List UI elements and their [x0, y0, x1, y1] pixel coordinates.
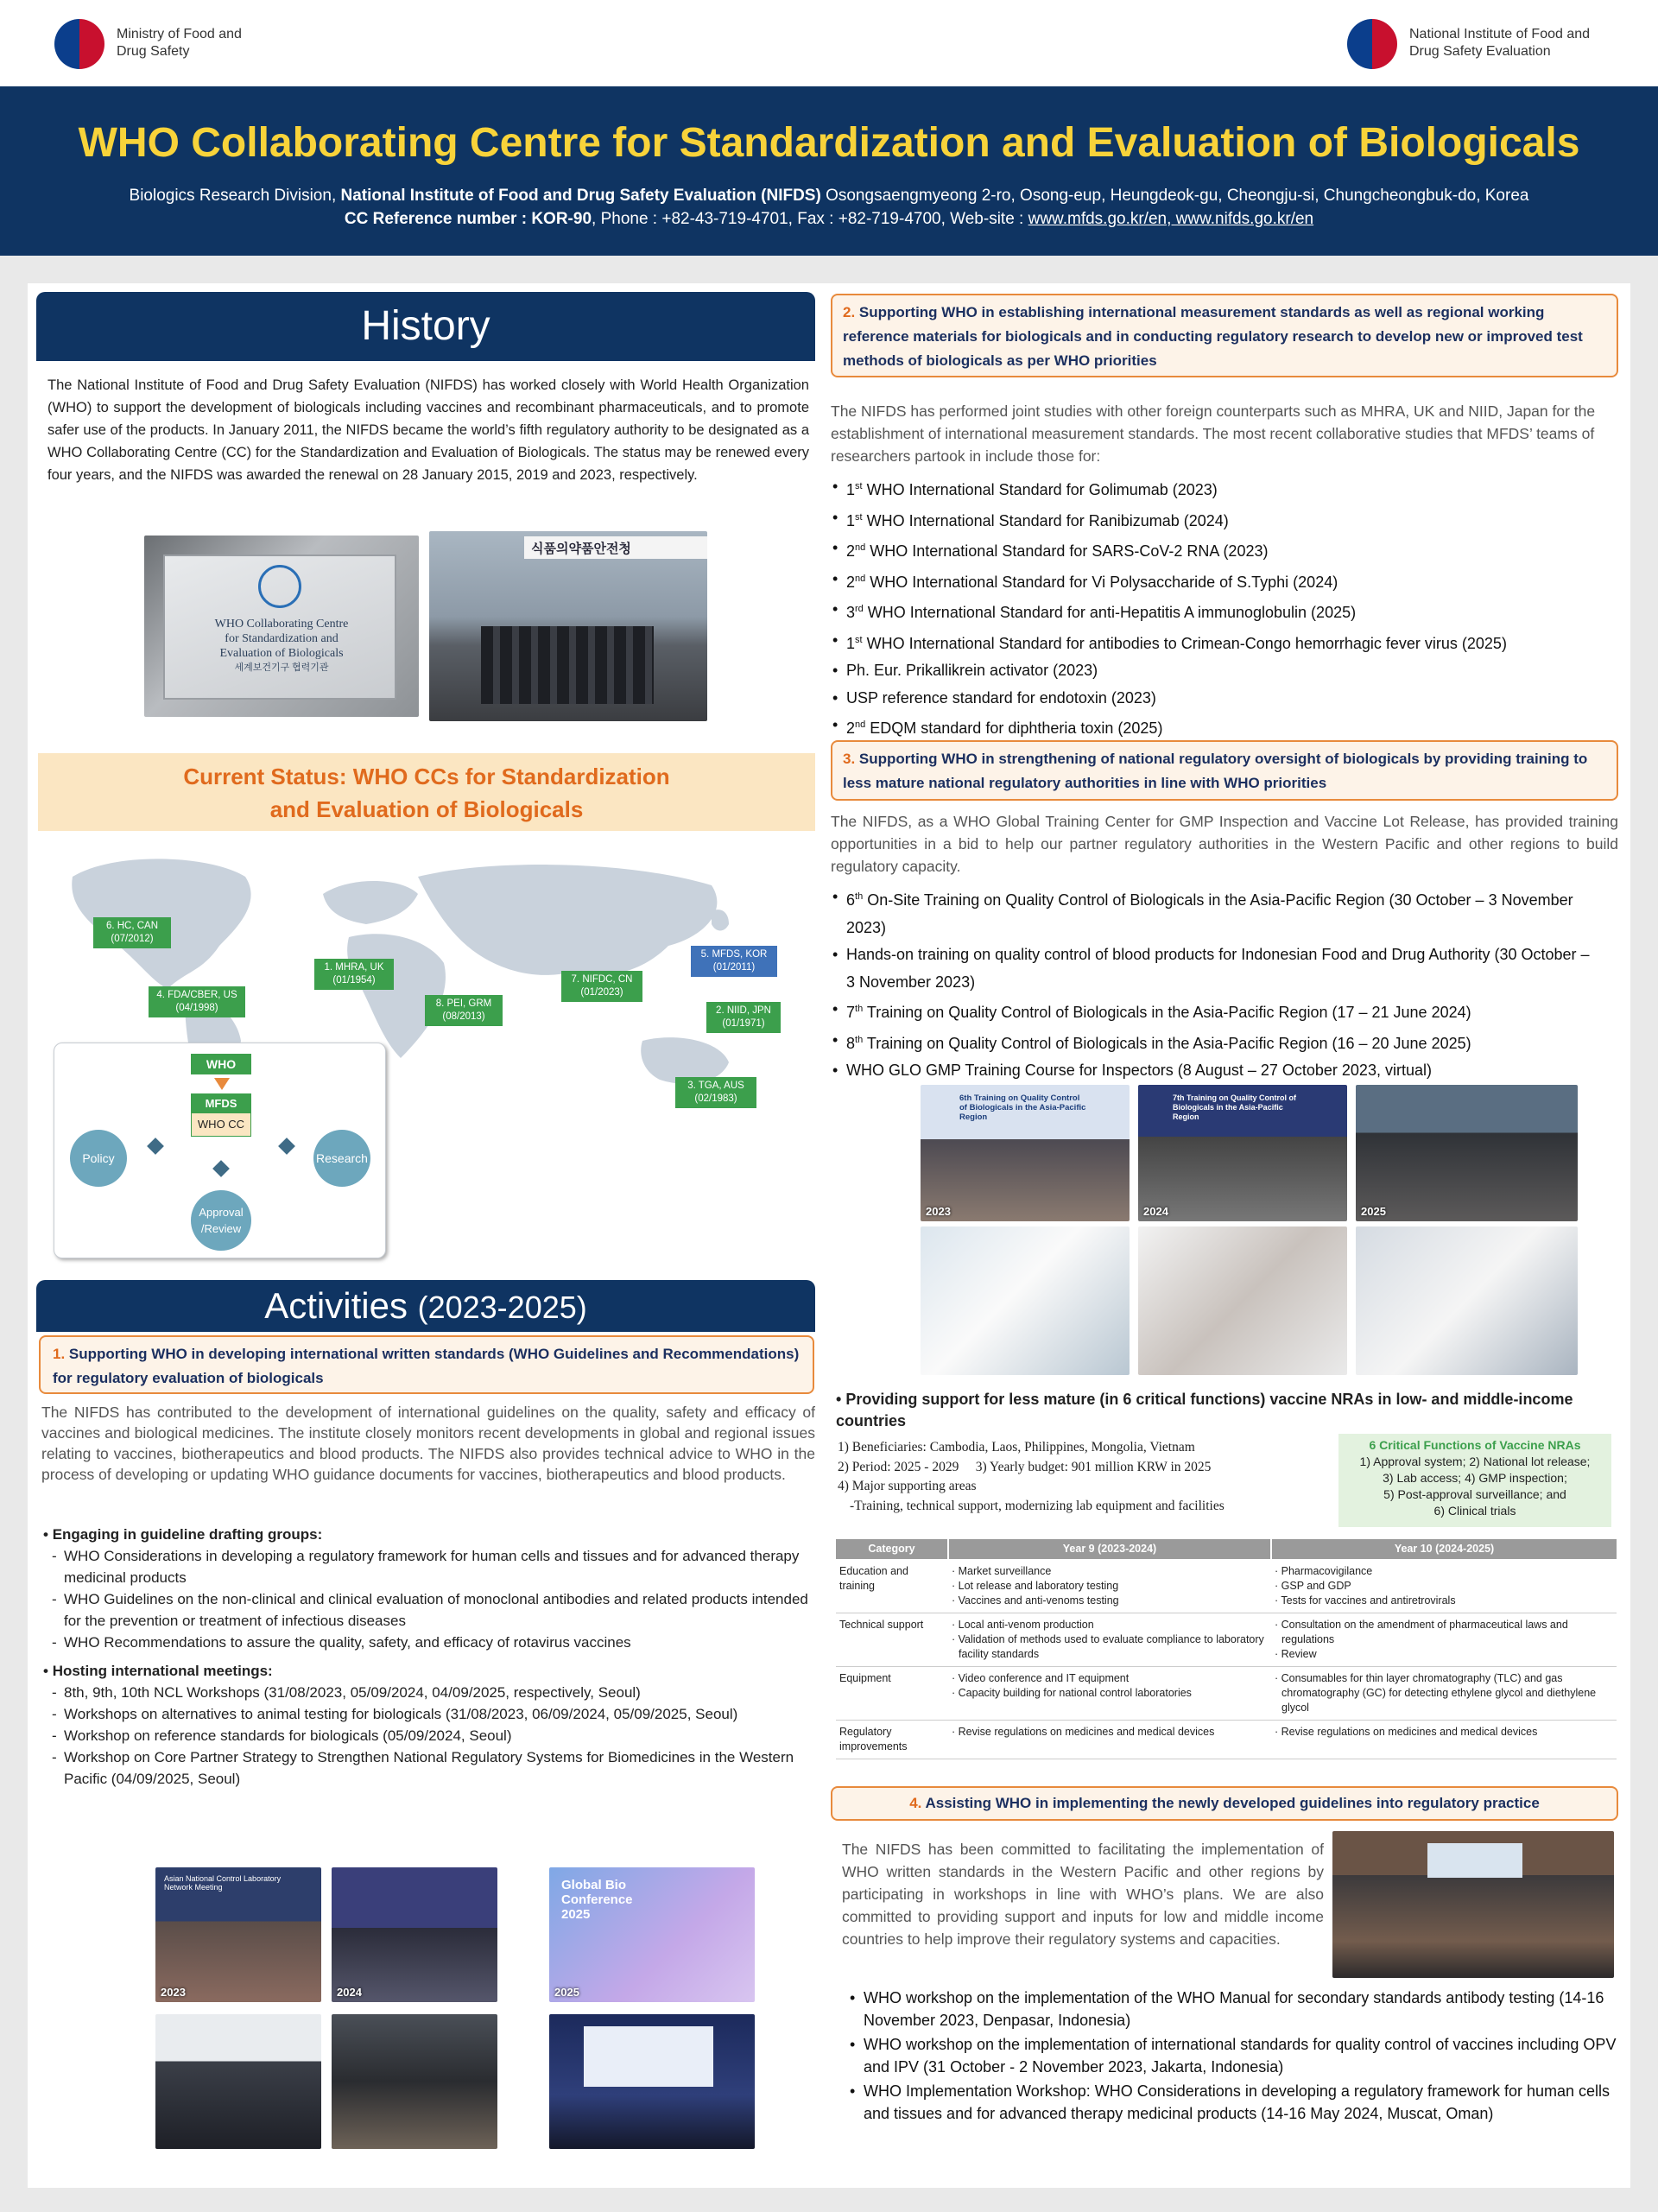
status-title-line1: Current Status: WHO CCs for Standardization — [183, 764, 670, 789]
list-item: - Workshops on alternatives to animal testing for biologicals (31/08/2023, 06/09/2024, 05/09/2025, Seoul) — [50, 1703, 816, 1725]
activities-years: (2023-2025) — [417, 1290, 587, 1325]
table-row — [836, 1560, 1617, 1613]
table-cell-item: · Consultation on the amendment of pharmaceutical laws and regulations — [1275, 1619, 1568, 1645]
diagram-whocc: WHO CC — [192, 1113, 250, 1136]
nifds-logo-text: National Institute of Food and Drug Safety Evaluation — [1409, 27, 1591, 59]
table-cell-item: · Video conference and IT equipment — [952, 1672, 1130, 1684]
section-1-header: 1. Supporting WHO in developing international written standards (WHO Guidelines and Recommendations) for regulatory evaluation of biologicals — [39, 1335, 814, 1394]
nifds-logo-icon — [1347, 19, 1397, 69]
section-4-text: The NIFDS has been committed to facilitating the implementation of WHO written standards in the Western Pacific and other regions by participating in workshops in line with WHO’s plans. We are also committed to providing support and inputs for low and middle income countries to help improve their regulatory systems and capacities. — [842, 1841, 1324, 1948]
section-3-header: 3. Supporting WHO in strengthening of national regulatory oversight of biologicals by providing training to less mature national regulatory authorities in line with WHO priorities — [831, 740, 1618, 801]
table-cell-item: · Local anti-venom production — [952, 1619, 1094, 1631]
diagram-who: WHO — [191, 1054, 251, 1074]
map-tag-mfds-kor: 5. MFDS, KOR (01/2011) — [691, 946, 777, 977]
list-item: - WHO Considerations in developing a regulatory framework for human cells and tissues and for advanced therapy medicinal products — [50, 1545, 816, 1588]
list-item: - 8th, 9th, 10th NCL Workshops (31/08/2023, 05/09/2024, 04/09/2025, respectively, Seoul) — [50, 1682, 816, 1703]
table-cell-item: · Pharmacovigilance — [1275, 1565, 1373, 1577]
workshop-item: • WHO Implementation Workshop: WHO Considerations in developing a regulatory framework for human cells and tissues and for advanced therapy medicinal products (14-16 May 2024, Muscat, Oman) — [848, 2080, 1617, 2125]
support-line: 1) Beneficiaries: Cambodia, Laos, Philippines, Mongolia, Vietnam — [838, 1440, 1195, 1455]
institute-name: National Institute of Food and Drug Safety Evaluation (NIFDS) — [340, 187, 821, 205]
table-cell-item: · Capacity building for national control laboratories — [952, 1687, 1192, 1699]
training-item: • 7th Training on Quality Control of Biologicals in the Asia-Pacific Region (17 – 21 June 2024) — [831, 996, 1591, 1027]
drafting-groups-heading: • Engaging in guideline drafting groups: — [43, 1526, 323, 1543]
map-tag-niid-jpn: 2. NIID, JPN (01/1971) — [706, 1002, 781, 1033]
standard-item: • 2nd WHO International Standard for SARS-CoV-2 RNA (2023) — [831, 535, 1625, 566]
meeting-audience-photo — [155, 2014, 321, 2149]
panel-discussion-photo — [332, 2014, 497, 2149]
table-row — [836, 1721, 1617, 1759]
section-2-text: The NIFDS has performed joint studies with other foreign counterparts such as MHRA, UK and NIID, Japan for the establishment of international measurement standards. The most recent collaborative studies that MFDS’ teams of researchers partook in include those for: — [831, 402, 1596, 465]
table-cell-item: · Consumables for thin layer chromatography (TLC) and gas chromatography (GC) for detecting ethylene glycol and diethylene glycol — [1275, 1672, 1597, 1714]
training-list — [831, 884, 1591, 1085]
cycle-arrow-icon — [212, 1160, 230, 1177]
lab-photo-1 — [921, 1226, 1130, 1375]
cycle-arrow-icon — [278, 1138, 295, 1155]
plaque-line: WHO Collaborating Centre — [214, 618, 349, 631]
diagram-mfds: MFDS — [192, 1094, 250, 1113]
table-row — [836, 1667, 1617, 1721]
section-1-lists — [43, 1524, 816, 1790]
header-address — [0, 187, 1658, 206]
standard-item: • Ph. Eur. Prikallikrein activator (2023) — [831, 657, 1625, 685]
website-link[interactable]: www.mfds.go.kr/en, www.nifds.go.kr/en — [1028, 210, 1314, 228]
history-heading: History — [36, 292, 815, 361]
cc-role-diagram — [54, 1043, 386, 1258]
table-header: Category — [868, 1543, 915, 1555]
section-1-text: The NIFDS has contributed to the development of international guidelines on the quality, safety and efficacy of vaccines and biological medicines. The institute closely monitors recent developments in global and regional issues relating to vaccines, biotherapeutics and blood products. The NIFDS also provides technical advice to WHO in the process of developing or updating WHO guidance documents for vaccines, biotherapeutics and blood products. — [41, 1404, 815, 1483]
down-arrow-icon — [214, 1078, 230, 1090]
table-cell-category: Education and training — [839, 1565, 908, 1592]
page-title: WHO Collaborating Centre for Standardization and Evaluation of Biologicals — [78, 120, 1580, 166]
lab-photo-3 — [1356, 1226, 1578, 1375]
activities-title: Activities — [264, 1285, 408, 1326]
presentation-photo — [549, 2014, 755, 2149]
ceremony-people — [481, 626, 654, 704]
history-text: The National Institute of Food and Drug Safety Evaluation (NIFDS) has worked closely with World Health Organization (WHO) to support the development of biologicals including vaccines and recombinant pharmaceuticals, and to promote safer use of the products. In January 2011, the NIFDS became the world’s fifth regulatory authority to be designated as a WHO Collaborating Centre (CC) for the Standardization and Evaluation of Biologicals. The status may be renewed every four years, and the NIFDS was awarded the renewal on 28 January 2015, 2019 and 2023, respectively. — [47, 377, 809, 483]
section-4-header: 4. Assisting WHO in implementing the newly developed guidelines into regulatory practice — [831, 1786, 1618, 1821]
table-header: Year 9 (2023-2024) — [948, 1539, 1271, 1559]
standard-item: • 1st WHO International Standard for Ranibizumab (2024) — [831, 504, 1625, 536]
support-table — [836, 1539, 1617, 1559]
diagram-approval: Approval /Review — [191, 1190, 251, 1251]
status-banner — [38, 753, 815, 831]
critical-functions-box: 6 Critical Functions of Vaccine NRAs 1) Approval system; 2) National lot release; 3) Lab access; 4) GMP inspection; 5) Post-approval surveillance; and 6) Clinical trials — [1338, 1434, 1611, 1527]
map-tag-nifdc-cn: 7. NIFDC, CN (01/2023) — [561, 971, 642, 1002]
workshop-list — [848, 1987, 1617, 2125]
cycle-arrow-icon — [147, 1138, 164, 1155]
training-item: • 6th On-Site Training on Quality Control of Biologicals in the Asia-Pacific Region (30 October – 3 November 2023) — [831, 884, 1591, 941]
training-item: • WHO GLO GMP Training Course for Inspectors (8 August – 27 October 2023, virtual) — [831, 1057, 1591, 1085]
plaque-line: for Standardization and — [225, 632, 339, 645]
standard-item: • 3rd WHO International Standard for anti-Hepatitis A immunoglobulin (2025) — [831, 596, 1625, 627]
training-item: • 8th Training on Quality Control of Biologicals in the Asia-Pacific Region (16 – 20 June 2025) — [831, 1027, 1591, 1058]
table-cell-item: · Vaccines and anti-venoms testing — [952, 1594, 1119, 1607]
standard-item: • 1st WHO International Standard for antibodies to Crimean-Congo hemorrhagic fever virus (2025) — [831, 627, 1625, 658]
hosting-meetings-list — [50, 1682, 816, 1790]
list-item: - WHO Guidelines on the non-clinical and clinical evaluation of monoclonal antibodies and related products intended for the prevention or treatment of infectious diseases — [50, 1588, 816, 1632]
section-2-title: Supporting WHO in establishing international measurement standards as well as regional working reference materials for biologicals and in conducting regulatory research to develop new or improved test methods of biologicals as per WHO priorities — [843, 304, 1583, 369]
header-band — [0, 86, 1658, 256]
drafting-groups-list — [50, 1545, 816, 1653]
hosting-meetings-heading: • Hosting international meetings: — [43, 1663, 273, 1679]
table-cell-category: Equipment — [839, 1672, 891, 1684]
cc-reference: CC Reference number : KOR-90 — [344, 210, 592, 228]
list-item: - Workshop on reference standards for biologicals (05/09/2024, Seoul) — [50, 1725, 816, 1746]
section-1-title: Supporting WHO in developing international written standards (WHO Guidelines and Recommendations) for regulatory evaluation of biologicals — [53, 1346, 800, 1386]
workshop-item: • WHO workshop on the implementation of international standards for quality control of vaccines including OPV and IPV (31 October - 2 November 2023, Jakarta, Indonesia) — [848, 2033, 1617, 2078]
table-cell-item: · Revise regulations on medicines and medical devices — [1275, 1726, 1538, 1738]
implementation-workshop-photo — [1332, 1831, 1614, 1978]
table-row — [836, 1613, 1617, 1667]
standard-item: • 2nd EDQM standard for diphtheria toxin (2025) — [831, 712, 1625, 743]
training-photo-2023: 6th Training on Quality Control of Biologicals in the Asia-Pacific Region 2023 — [921, 1085, 1130, 1221]
opening-ceremony-photo — [429, 531, 707, 721]
standard-item: • USP reference standard for endotoxin (2023) — [831, 685, 1625, 713]
mfds-logo-icon — [54, 19, 104, 69]
list-item: - Workshop on Core Partner Strategy to Strengthen National Regulatory Systems for Biomedicines in the Western Pacific (04/09/2025, Seoul) — [50, 1746, 816, 1790]
table-cell-item: · Review — [1275, 1648, 1317, 1660]
status-title-line2: and Evaluation of Biologicals — [269, 796, 584, 822]
ncl-meeting-photo-2024: 2024 — [332, 1867, 497, 2002]
lab-photo-2 — [1138, 1226, 1347, 1375]
training-photo-2025: 2025 — [1356, 1085, 1578, 1221]
table-header: Year 10 (2024-2025) — [1271, 1539, 1617, 1559]
activities-heading — [36, 1280, 815, 1332]
standard-item: • 2nd WHO International Standard for Vi Polysaccharide of S.Typhi (2024) — [831, 566, 1625, 597]
building-sign: 식품의약품안전청 — [524, 536, 707, 559]
map-tag-hc-can: 6. HC, CAN (07/2012) — [93, 917, 171, 948]
critical-functions-title: 6 Critical Functions of Vaccine NRAs — [1369, 1438, 1581, 1452]
diagram-policy: Policy — [70, 1130, 127, 1187]
table-header-row — [836, 1539, 1617, 1559]
map-tag-fda-us: 4. FDA/CBER, US (04/1998) — [149, 986, 245, 1017]
plaque-line: 세계보건기구 협력기관 — [234, 662, 329, 673]
plaque — [163, 555, 396, 700]
contact-text: , Phone : +82-43-719-4701, Fax : +82-719-4700, Web-site : — [592, 210, 1028, 228]
table-cell-item: · Lot release and laboratory testing — [952, 1580, 1119, 1592]
support-line: 2) Period: 2025 - 2029 3) Yearly budget: 901 million KRW in 2025 — [838, 1459, 1212, 1474]
table-cell-item: · Revise regulations on medicines and medical devices — [952, 1726, 1215, 1738]
support-table-body — [836, 1560, 1617, 1759]
section-3-title: Supporting WHO in strengthening of national regulatory oversight of biologicals by providing training to less mature national regulatory authorities in line with WHO priorities — [843, 751, 1588, 791]
ncl-meeting-photo-2023: Asian National Control Laboratory Network Meeting 2023 — [155, 1867, 321, 2002]
division-text: Biologics Research Division, — [129, 187, 341, 205]
map-tag-tga-aus: 3. TGA, AUS (02/1983) — [675, 1077, 756, 1108]
table-cell-item: · Market surveillance — [952, 1565, 1052, 1577]
table-cell-item: · GSP and GDP — [1275, 1580, 1351, 1592]
table-cell-category: Technical support — [839, 1619, 924, 1631]
global-bio-conference-photo: Global Bio Conference 2025 2025 — [549, 1867, 755, 2002]
plaque-line: Evaluation of Biologicals — [219, 647, 344, 660]
table-cell-item: · Validation of methods used to evaluate compliance to laboratory facility standards — [952, 1633, 1264, 1660]
support-details — [838, 1438, 1330, 1516]
who-emblem-icon — [258, 565, 301, 608]
table-cell-category: Regulatory improvements — [839, 1726, 908, 1752]
map-tag-pei-grm: 8. PEI, GRM (08/2013) — [425, 995, 503, 1026]
diagram-research: Research — [313, 1130, 370, 1187]
section-3-text: The NIFDS, as a WHO Global Training Center for GMP Inspection and Vaccine Lot Release, has provided training opportunities in a bid to help our partner regulatory authorities in the Western Pacific and other regions to build regulatory capacity. — [831, 813, 1618, 875]
address-text: Osongsaengmyeong 2-ro, Osong-eup, Heungdeok-gu, Cheongju-si, Chungcheongbuk-do, Korea — [820, 187, 1529, 205]
workshop-item: • WHO workshop on the implementation of the WHO Manual for secondary standards antibody testing (14-16 November 2023, Denpasar, Indonesia) — [848, 1987, 1617, 2031]
section-4-title: Assisting WHO in implementing the newly developed guidelines into regulatory practice — [925, 1795, 1540, 1811]
mfds-logo-text: Ministry of Food and Drug Safety — [117, 27, 242, 59]
diagram-mfds-box — [191, 1093, 251, 1137]
map-tag-mhra-uk: 1. MHRA, UK (01/1954) — [314, 959, 394, 990]
who-plaque-photo — [144, 536, 419, 717]
training-photo-2024: 7th Training on Quality Control of Biologicals in the Asia-Pacific Region 2024 — [1138, 1085, 1347, 1221]
support-line: -Training, technical support, modernizing lab equipment and facilities — [850, 1498, 1225, 1513]
support-line: 4) Major supporting areas — [838, 1479, 977, 1493]
list-item: - WHO Recommendations to assure the quality, safety, and efficacy of rotavirus vaccines — [50, 1632, 816, 1653]
header-contact — [0, 210, 1658, 229]
training-item: • Hands-on training on quality control of blood products for Indonesian Food and Drug Authority (30 October – 3 November 2023) — [831, 941, 1591, 996]
standards-list — [831, 473, 1625, 743]
logo-bar — [0, 0, 1658, 86]
standard-item: • 1st WHO International Standard for Golimumab (2023) — [831, 473, 1625, 504]
section-2-header: 2. Supporting WHO in establishing international measurement standards as well as regional working reference materials for biologicals and in conducting regulatory research to develop new or improved test methods of biologicals as per WHO priorities — [831, 294, 1618, 377]
support-heading: • Providing support for less mature (in 6 critical functions) vaccine NRAs in low- and middle-income countries — [836, 1391, 1573, 1429]
table-cell-item: · Tests for vaccines and antiretrovirals — [1275, 1594, 1456, 1607]
